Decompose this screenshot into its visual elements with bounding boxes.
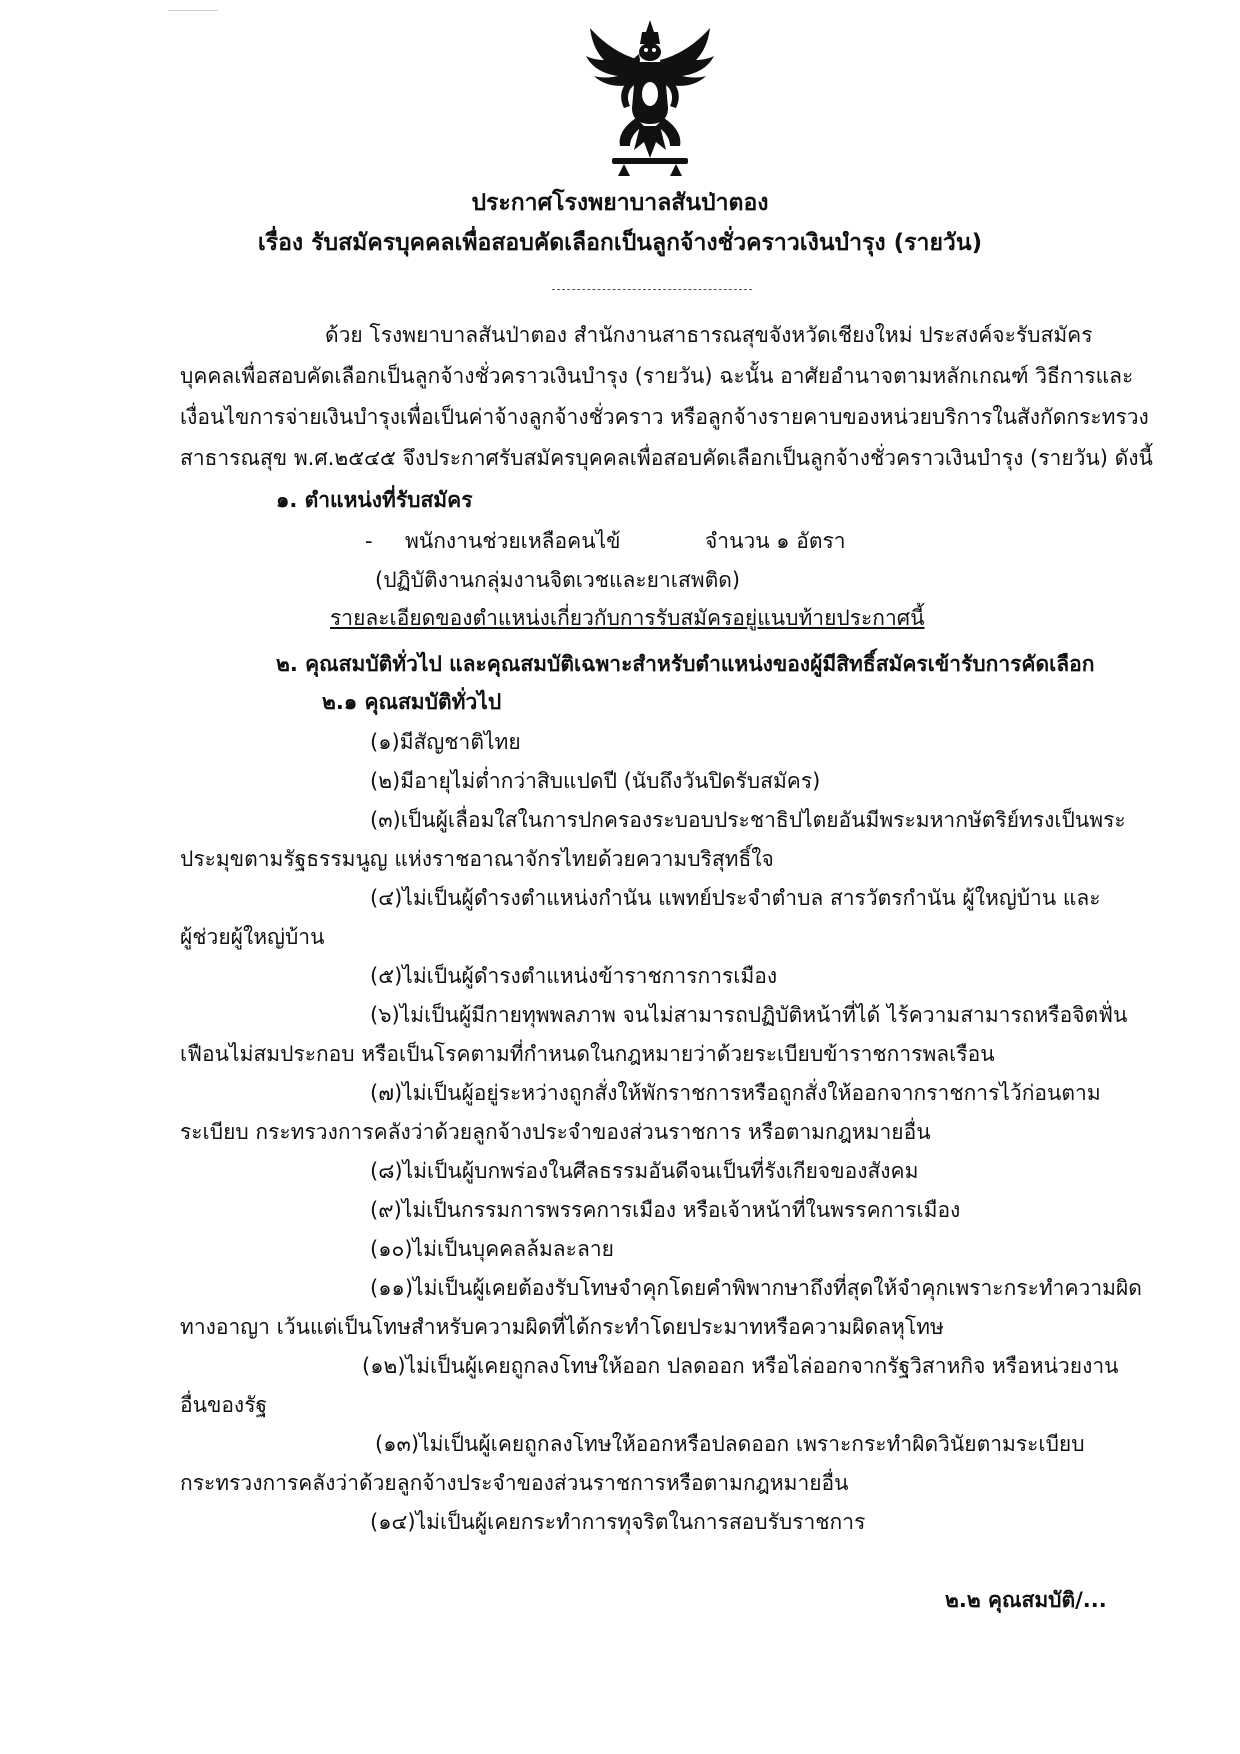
qualification-line: (๔)ไม่เป็นผู้ดำรงตำแหน่งกำนัน แพทย์ประจำตำบล สารวัตรกำนัน ผู้ใหญ่บ้าน และ — [370, 886, 1101, 910]
qualification-line: (๙)ไม่เป็นกรรมการพรรคการเมือง หรือเจ้าหน้าที่ในพรรคการเมือง — [370, 1198, 961, 1222]
qualification-line: ประมุขตามรัฐธรรมนูญ แห่งราชอาณาจักรไทยด้วยความบริสุทธิ์ใจ — [180, 847, 774, 871]
section2-heading: ๒. คุณสมบัติทั่วไป และคุณสมบัติเฉพาะสำหรับตำแหน่งของผู้มีสิทธิ์สมัครเข้ารับการคัดเลือก — [276, 652, 1095, 676]
qualification-line: (๘)ไม่เป็นผู้บกพร่องในศีลธรรมอันดีจนเป็นที่รังเกียจของสังคม — [370, 1159, 919, 1183]
qualification-line: (๑๓)ไม่เป็นผู้เคยถูกลงโทษให้ออกหรือปลดออก เพราะกระทำผิดวินัยตามระเบียบ — [375, 1432, 1085, 1456]
announcement-title: ประกาศโรงพยาบาลสันป่าตอง — [471, 190, 769, 216]
qualification-line: (๖)ไม่เป็นผู้มีกายทุพพลภาพ จนไม่สามารถปฏิบัติหน้าที่ได้ ไร้ความสามารถหรือจิตฟั่น — [370, 1003, 1128, 1027]
qualification-line: (๕)ไม่เป็นผู้ดำรงตำแหน่งข้าราชการการเมือง — [370, 964, 778, 988]
section1-heading: ๑. ตำแหน่งที่รับสมัคร — [276, 488, 473, 512]
separator-line — [552, 289, 752, 290]
position-quota: จำนวน ๑ อัตรา — [705, 529, 846, 553]
garuda-emblem-icon — [584, 18, 716, 180]
qualification-line: (๒)มีอายุไม่ต่ำกว่าสิบแปดปี (นับถึงวันปิดรับสมัคร) — [370, 769, 821, 793]
qualification-line: ระเบียบ กระทรวงการคลังว่าด้วยลูกจ้างประจำของส่วนราชการ หรือตามกฎหมายอื่น — [180, 1120, 931, 1144]
intro-line-3: เงื่อนไขการจ่ายเงินบำรุงเพื่อเป็นค่าจ้างลูกจ้างชั่วคราว หรือลูกจ้างรายคาบของหน่วยบริการในสังกัดกระทรวง — [180, 405, 1149, 429]
qualification-line: กระทรวงการคลังว่าด้วยลูกจ้างประจำของส่วนราชการหรือตามกฎหมายอื่น — [180, 1471, 849, 1495]
intro-line-2: บุคคลเพื่อสอบคัดเลือกเป็นลูกจ้างชั่วคราวเงินบำรุง (รายวัน) ฉะนั้น อาศัยอำนาจตามหลักเกณฑ์ วิธีการและ — [180, 364, 1134, 388]
qualification-line: (๑)มีสัญชาติไทย — [370, 730, 521, 754]
page-continuation: ๒.๒ คุณสมบัติ/... — [945, 1588, 1107, 1612]
section2-1-heading: ๒.๑ คุณสมบัติทั่วไป — [322, 690, 502, 714]
qualification-line: เฟือนไม่สมประกอบ หรือเป็นโรคตามที่กำหนดในกฎหมายว่าด้วยระเบียบข้าราชการพลเรือน — [180, 1042, 995, 1066]
qualification-line: (๑๑)ไม่เป็นผู้เคยต้องรับโทษจำคุกโดยคำพิพากษาถึงที่สุดให้จำคุกเพราะกระทำความผิด — [370, 1276, 1142, 1300]
qualification-line: อื่นของรัฐ — [180, 1393, 268, 1417]
intro-line-4: สาธารณสุข พ.ศ.๒๕๔๕ จึงประกาศรับสมัครบุคคลเพื่อสอบคัดเลือกเป็นลูกจ้างชั่วคราวเงินบำรุง (รายวัน) ดังนี้ — [180, 446, 1153, 470]
qualification-line: ผู้ช่วยผู้ใหญ่บ้าน — [180, 925, 325, 949]
qualification-line: (๑๐)ไม่เป็นบุคคลล้มละลาย — [370, 1237, 614, 1261]
qualification-line: (๓)เป็นผู้เลื่อมใสในการปกครองระบอบประชาธิปไตยอันมีพระมหากษัตริย์ทรงเป็นพระ — [370, 808, 1126, 832]
announcement-subject: เรื่อง รับสมัครบุคคลเพื่อสอบคัดเลือกเป็นลูกจ้างชั่วคราวเงินบำรุง (รายวัน) — [257, 230, 983, 256]
position-unit: (ปฏิบัติงานกลุ่มงานจิตเวชและยาเสพติด) — [375, 568, 741, 592]
qualification-line: (๑๒)ไม่เป็นผู้เคยถูกลงโทษให้ออก ปลดออก หรือไล่ออกจากรัฐวิสาหกิจ หรือหน่วยงาน — [362, 1354, 1119, 1378]
qualification-line: ทางอาญา เว้นแต่เป็นโทษสำหรับความผิดที่ได้กระทำโดยประมาทหรือความผิดลหุโทษ — [180, 1315, 944, 1339]
qualification-line: (๑๔)ไม่เป็นผู้เคยกระทำการทุจริตในการสอบรับราชการ — [370, 1510, 866, 1534]
intro-line-1: ด้วย โรงพยาบาลสันป่าตอง สำนักงานสาธารณสุขจังหวัดเชียงใหม่ ประสงค์จะรับสมัคร — [325, 323, 1093, 347]
position-name: พนักงานช่วยเหลือคนไข้ — [405, 529, 621, 553]
scan-mark — [168, 10, 218, 11]
position-dash: - — [365, 529, 373, 553]
position-details-note: รายละเอียดของตำแหน่งเกี่ยวกับการรับสมัครอยู่แนบท้ายประกาศนี้ — [330, 606, 925, 630]
qualification-line: (๗)ไม่เป็นผู้อยู่ระหว่างถูกสั่งให้พักราชการหรือถูกสั่งให้ออกจากราชการไว้ก่อนตาม — [370, 1081, 1101, 1105]
